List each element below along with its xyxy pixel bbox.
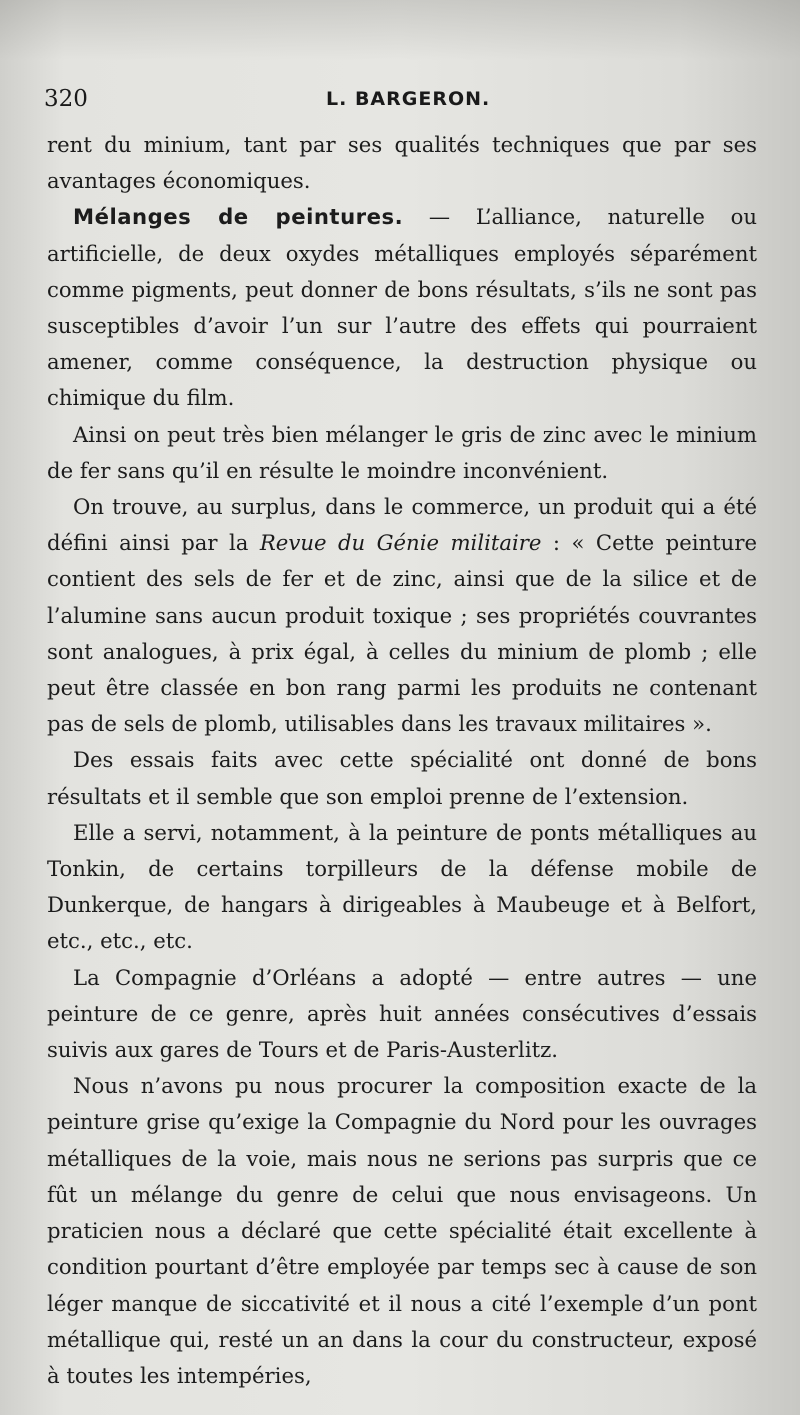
- body-text: [47, 127, 757, 1394]
- paragraph-text: On trouve, au surplus, dans le commerce, un produit qui a été défini ainsi par la: [47, 494, 757, 556]
- paragraph-text: Ainsi on peut très bien mélanger le gris de zinc avec le minium de fer sans qu’il en résulte le moindre inconvénient.: [47, 421, 757, 483]
- section-title: Mélanges de peintures.: [73, 204, 404, 230]
- paragraph-continuation: [47, 127, 757, 199]
- page-shading: [0, 0, 800, 60]
- paragraph-melanges: [47, 199, 757, 416]
- paragraph-text: rent du minium, tant par ses qualités techniques que par ses avantages économiques.: [47, 132, 757, 194]
- paragraph-text: : « Cette peinture contient des sels de fer et de zinc, ainsi que de la silice et de l’alumine sans aucun produit toxique ; ses propriétés couvrantes sont analogues, à prix égal, à celles du minium de plomb ; elle peut être classée en bon rang parmi les produits ne contenant pas de sels de plomb, utilisables dans les travaux militaires ».: [47, 530, 757, 737]
- paragraph-text: Nous n’avons pu nous procurer la composition exacte de la peinture grise qu’exige la Compagnie du Nord pour les ouvrages métalliques de la voie, mais nous ne serions pas surpris que ce fût un mélange du genre de celui que nous envisageons. Un praticien nous a déclaré que cette spécialité était excellente à condition pourtant d’être employée par temps sec à cause de son léger manque de siccativité et il nous a cité l’exemple d’un pont métallique qui, resté un an dans la cour du constructeur, exposé à toutes les intempéries,: [47, 1073, 757, 1388]
- paragraph-compagnie-orleans: [47, 960, 757, 1069]
- running-head-author: L. BARGERON.: [326, 88, 491, 110]
- paragraph-text: Des essais faits avec cette spécialité ont donné de bons résultats et il semble que son emploi prenne de l’extension.: [47, 747, 757, 809]
- paragraph-text: Elle a servi, notamment, à la peinture de ponts métalliques au Tonkin, de certains torpilleurs de la défense mobile de Dunkerque, de hangars à dirigeables à Maubeuge et à Belfort, etc., etc., etc.: [47, 819, 757, 954]
- page-header: [44, 86, 760, 120]
- paragraph-essais: [47, 742, 757, 814]
- paragraph-gris-de-zinc: [47, 417, 757, 489]
- paragraph-revue-du-genie: [47, 489, 757, 742]
- paragraph-text: La Compagnie d’Orléans a adopté — entre autres — une peinture de ce genre, après huit années consécutives d’essais suivis aux gares de Tours et de Paris-Austerlitz.: [47, 964, 757, 1063]
- publication-title: Revue du Génie militaire: [259, 530, 542, 556]
- paragraph-compagnie-nord: [47, 1068, 757, 1394]
- paragraph-text: — L’alliance, naturelle ou artificielle, de deux oxydes métalliques employés séparément comme pigments, peut donner de bons résultats, s’ils ne sont pas susceptibles d’avoir l’un sur l’autre des effets qui pourraient amener, comme conséquence, la destruction physique ou chimique du film.: [47, 204, 758, 411]
- paragraph-usages: [47, 815, 757, 960]
- page-number: 320: [44, 86, 88, 112]
